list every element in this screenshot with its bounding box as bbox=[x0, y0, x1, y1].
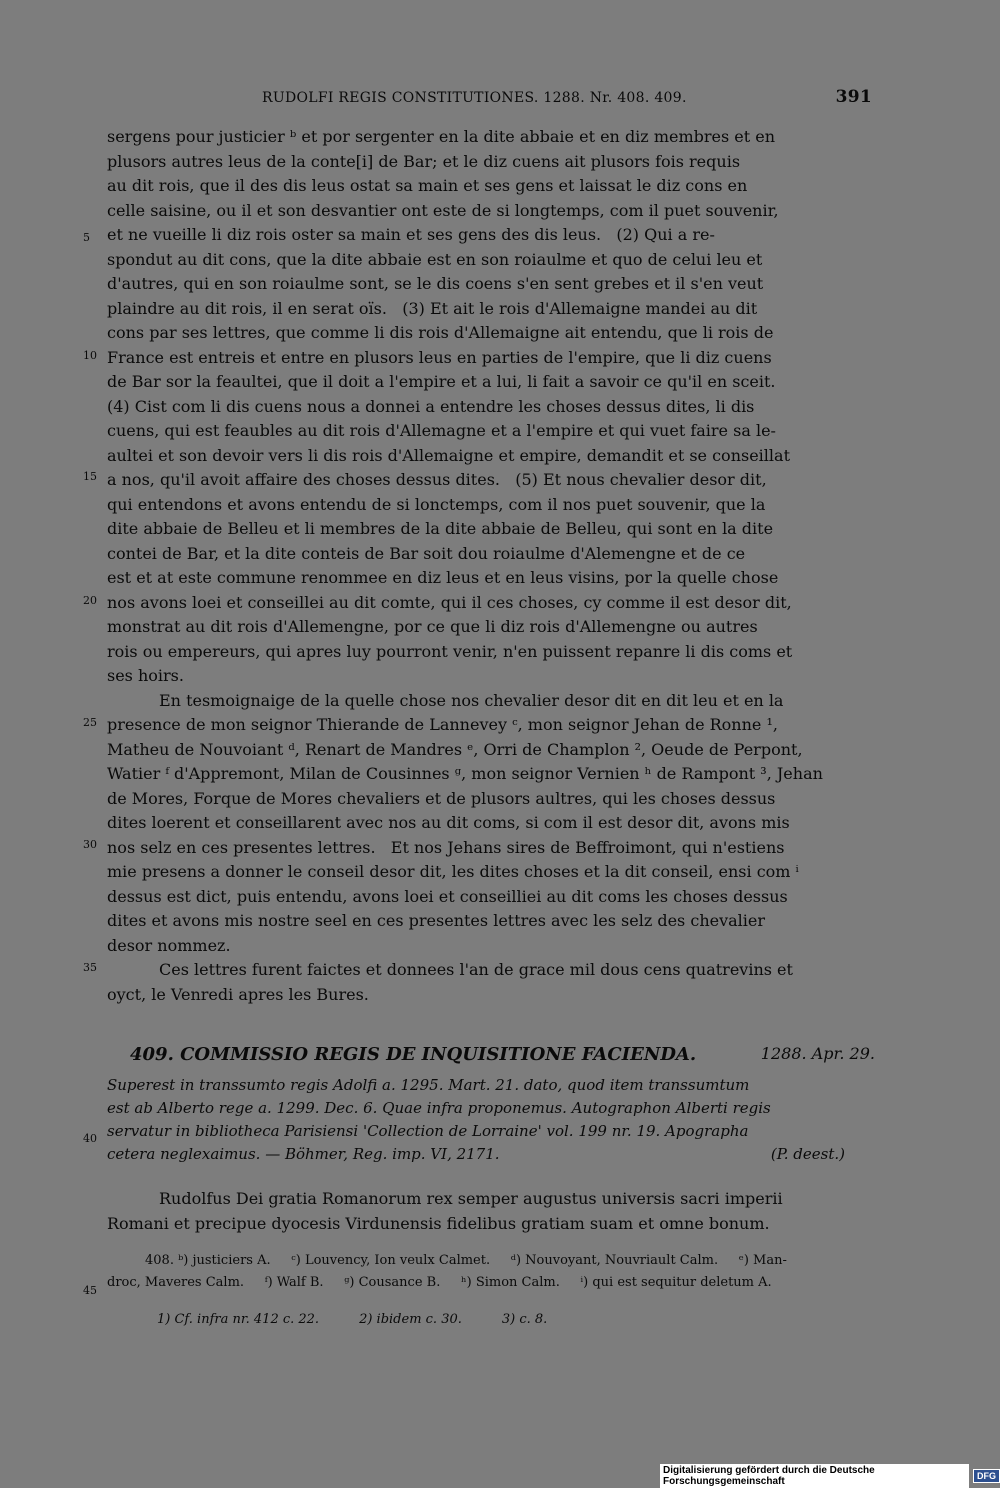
source-line: cetera neglexaimus. — Böhmer, Reg. imp. VI, 2171. (P. deest.) bbox=[107, 1143, 875, 1166]
text-line: dites loerent et conseillarent avec nos au dit coms, si com il est desor dit, avons mis bbox=[107, 813, 790, 832]
text-line: celle saisine, ou il et son desvantier ont este de si longtemps, com il puet souvenir, bbox=[107, 200, 779, 220]
text-line: de Mores, Forque de Mores chevaliers et de plusors aultres, qui les choses dessus bbox=[107, 788, 776, 808]
text-line: dessus est dict, puis entendu, avons loei et conseilliei au dit coms les choses dessus bbox=[107, 886, 788, 906]
reference-note: 3) c. 8. bbox=[501, 1312, 548, 1327]
text-line: mie presens a donner le conseil desor dit, les dites choses et la dit conseil, ensi com ⁱ bbox=[107, 862, 799, 881]
source-siglum: (P. deest.) bbox=[770, 1145, 845, 1163]
text-line: Matheu de Nouvoiant ᵈ, Renart de Mandres ᵉ, Orri de Champlon ², Oeude de Perpont, bbox=[107, 739, 803, 759]
running-title: RUDOLFI REGIS CONSTITUTIONES. 1288. Nr. 408. 409. bbox=[262, 90, 687, 106]
text-line: cons par ses lettres, que comme li dis rois d'Allemaigne ait entendu, que li rois de bbox=[107, 323, 774, 342]
incipit-line: Romani et precipue dyocesis Virdunensis fidelibus gratiam suam et omne bonum. bbox=[107, 1214, 770, 1233]
text-line: sergens pour justicier ᵇ et por sergenter en la dite abbaie et en diz membres et en bbox=[107, 127, 776, 146]
line-number: 30 bbox=[83, 838, 97, 851]
text-line: desor nommez. bbox=[107, 935, 231, 955]
text-line: plusors autres leus de la conte[i] de Bar; et le diz cuens ait plusors fois requis bbox=[107, 151, 741, 171]
text-line: dites et avons mis nostre seel en ces presentes lettres avec les selz des chevalier bbox=[107, 911, 766, 930]
dfg-logo[interactable]: DFG bbox=[973, 1469, 1000, 1483]
source-note bbox=[107, 1074, 875, 1166]
text-line: d'autres, qui en son roiaulme sont, se le dis coens s'en sent grebes et il s'en veut bbox=[107, 274, 764, 293]
text-line: plaindre au dit rois, il en serat oïs. (3) Et ait le rois d'Allemaigne mandei au dit bbox=[107, 298, 758, 318]
text-line: qui entendons et avons entendu de si lonctemps, com il nos puet souvenir, que la bbox=[107, 494, 766, 514]
text-line: et ne vueille li diz rois oster sa main et ses gens des dis leus. (2) Qui a re- bbox=[107, 225, 715, 244]
text-line: Watier ᶠ d'Appremont, Milan de Cousinnes ᵍ, mon seignor Vernien ʰ de Rampont ³, Jehan bbox=[107, 764, 823, 783]
document-date: 1288. Apr. 29. bbox=[760, 1044, 875, 1063]
document-408-text bbox=[107, 125, 875, 1007]
line-number: 15 bbox=[83, 470, 97, 483]
text-line: ses hoirs. bbox=[107, 666, 184, 685]
line-number: 45 bbox=[83, 1284, 97, 1297]
text-line: est et at este commune renommee en diz leus et en leus visins, por la quelle chose bbox=[107, 568, 779, 587]
source-line: Superest in transsumto regis Adolfi a. 1295. Mart. 21. dato, quod item transsumtum bbox=[107, 1076, 750, 1094]
source-line: servatur in bibliotheca Parisiensi 'Collection de Lorraine' vol. 199 nr. 19. Apographa bbox=[107, 1122, 749, 1140]
footnote-line: 408. ᵇ) justiciers A. ᶜ) Louvency, Ion veulx Calmet. ᵈ) Nouvoyant, Nouvriault Calm. ᵉ) Man- bbox=[145, 1253, 787, 1268]
critical-apparatus bbox=[107, 1250, 875, 1294]
text-line: au dit rois, que il des dis leus ostat sa main et ses gens et laissat le diz cons en bbox=[107, 176, 748, 195]
document-title: 409. COMMISSIO REGIS DE INQUISITIONE FACIENDA. bbox=[130, 1044, 697, 1065]
line-number: 35 bbox=[83, 961, 97, 974]
text-line: monstrat au dit rois d'Allemengne, por ce que li diz rois d'Allemengne ou autres bbox=[107, 617, 758, 636]
text-line: nos avons loei et conseillei au dit comte, qui il ces choses, cy comme il est desor dit, bbox=[107, 592, 792, 612]
text-line: En tesmoignaige de la quelle chose nos chevalier desor dit en dit leu et en la bbox=[159, 690, 784, 710]
text-line: spondut au dit cons, que la dite abbaie est en son roiaulme et quo de celui leu et bbox=[107, 249, 763, 269]
text-line: France est entreis et entre en plusors leus en parties de l'empire, que li diz cuens bbox=[107, 347, 772, 367]
document-409-heading bbox=[130, 1044, 875, 1065]
running-head bbox=[262, 87, 872, 107]
line-number: 20 bbox=[83, 594, 97, 607]
source-line: est ab Alberto rege a. 1299. Dec. 6. Quae infra proponemus. Autographon Alberti regis bbox=[107, 1099, 771, 1117]
text-line: dite abbaie de Belleu et li membres de la dite abbaie de Belleu, qui sont en la dite bbox=[107, 519, 774, 538]
line-number: 40 bbox=[83, 1132, 97, 1145]
line-number: 10 bbox=[83, 349, 97, 362]
text-line: a nos, qu'il avoit affaire des choses dessus dites. (5) Et nous chevalier desor dit, bbox=[107, 470, 767, 489]
incipit-line: Rudolfus Dei gratia Romanorum rex semper augustus universis sacri imperii bbox=[159, 1189, 783, 1208]
funding-footer bbox=[660, 1464, 1000, 1488]
text-line: Ces lettres furent faictes et donnees l'an de grace mil dous cens quatrevins et bbox=[159, 960, 793, 979]
text-line: aultei et son devoir vers li dis rois d'Allemaigne et empire, demandit et se conseillat bbox=[107, 445, 790, 465]
reference-note: 2) ibidem c. 30. bbox=[359, 1312, 462, 1327]
reference-notes bbox=[157, 1312, 547, 1327]
page-number: 391 bbox=[835, 87, 872, 107]
funding-text: Digitalisierung gefördert durch die Deutsche Forschungsgemeinschaft bbox=[660, 1464, 969, 1488]
text-line: rois ou empereurs, qui apres luy pourront venir, n'en puissent repanre li dis coms et bbox=[107, 641, 793, 661]
line-number: 25 bbox=[83, 716, 97, 729]
text-line: (4) Cist com li dis cuens nous a donnei a entendre les choses dessus dites, li dis bbox=[107, 396, 755, 416]
text-line: nos selz en ces presentes lettres. Et nos Jehans sires de Beffroimont, qui n'estiens bbox=[107, 837, 785, 857]
text-line: oyct, le Venredi apres les Bures. bbox=[107, 984, 369, 1004]
document-409-incipit bbox=[107, 1186, 875, 1236]
footnote-line: droc, Maveres Calm. ᶠ) Walf B. ᵍ) Cousance B. ʰ) Simon Calm. ⁱ) qui est sequitur deletum A. bbox=[107, 1275, 772, 1290]
text-line: contei de Bar, et la dite conteis de Bar soit dou roiaulme d'Alemengne et de ce bbox=[107, 543, 746, 563]
reference-note: 1) Cf. infra nr. 412 c. 22. bbox=[157, 1312, 320, 1327]
text-line: cuens, qui est feaubles au dit rois d'Allemagne et a l'empire et qui vuet faire sa le- bbox=[107, 421, 776, 440]
text-line: de Bar sor la feaultei, que il doit a l'empire et a lui, li fait a savoir ce qu'il en sceit. bbox=[107, 372, 776, 391]
line-number: 5 bbox=[83, 231, 90, 244]
text-line: presence de mon seignor Thierande de Lannevey ᶜ, mon seignor Jehan de Ronne ¹, bbox=[107, 715, 778, 734]
